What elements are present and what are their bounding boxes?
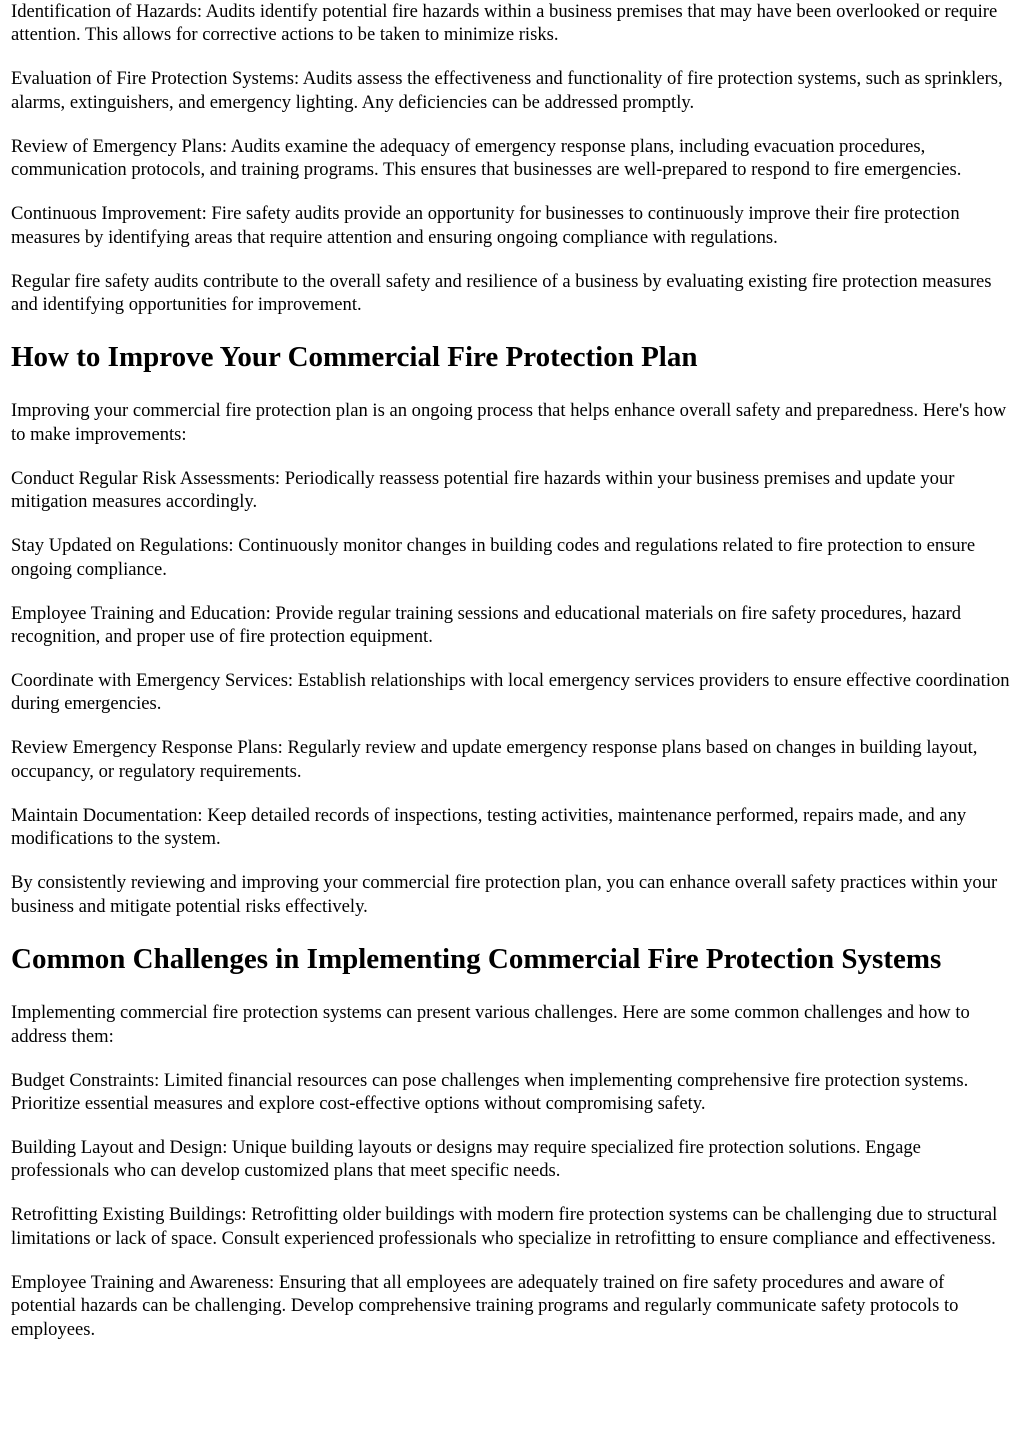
heading-common-challenges: Common Challenges in Implementing Commercial Fire Protection Systems <box>11 943 942 976</box>
improve-plan-section <box>11 340 1013 918</box>
paragraph-improve-intro: Improving your commercial fire protection plan is an ongoing process that helps enhance overall safety and preparedness. Here's how to make improvements: <box>11 400 1007 445</box>
paragraph-coordinate-emergency-services: Coordinate with Emergency Services: Establish relationships with local emergency services providers to ensure effective coordination during emergencies. <box>11 670 1010 715</box>
paragraph-regular-audits-summary: Regular fire safety audits contribute to the overall safety and resilience of a business by evaluating existing fire protection measures and identifying opportunities for improvement. <box>11 270 992 316</box>
heading-improve-plan: How to Improve Your Commercial Fire Protection Plan <box>11 341 698 374</box>
paragraph-improve-summary: By consistently reviewing and improving your commercial fire protection plan, you can enhance overall safety practices within your business and mitigate potential risks effectively. <box>11 872 998 917</box>
paragraph-review-response-plans: Review Emergency Response Plans: Regularly review and update emergency response plans based on changes in building layout, occupancy, or regulatory requirements. <box>11 737 978 782</box>
paragraph-risk-assessments: Conduct Regular Risk Assessments: Periodically reassess potential fire hazards within your business premises and update your mitigation measures accordingly. <box>11 467 955 513</box>
paragraph-building-layout-design: Building Layout and Design: Unique building layouts or designs may require specialized fire protection solutions. Engage professionals who can develop customized plans that meet specific needs. <box>11 1136 921 1182</box>
paragraph-identification-of-hazards: Identification of Hazards: Audits identify potential fire hazards within a business premises that may have been overlooked or require attention. This allows for corrective actions to be taken to minimize risks. <box>11 1 998 46</box>
paragraph-employee-training-education: Employee Training and Education: Provide regular training sessions and educational materials on fire safety procedures, hazard recognition, and proper use of fire protection equipment. <box>11 602 962 648</box>
paragraph-stay-updated-regulations: Stay Updated on Regulations: Continuously monitor changes in building codes and regulations related to fire protection to ensure ongoing compliance. <box>11 535 976 580</box>
paragraph-retrofitting-buildings: Retrofitting Existing Buildings: Retrofitting older buildings with modern fire protection systems can be challenging due to structural limitations or lack of space. Consult experienced professionals who specialize in retrofitting to ensure compliance and effectiveness. <box>11 1204 998 1249</box>
paragraph-maintain-documentation: Maintain Documentation: Keep detailed records of inspections, testing activities, maintenance performed, repairs made, and any modifications to the system. <box>11 804 967 850</box>
paragraph-review-of-emergency-plans: Review of Emergency Plans: Audits examine the adequacy of emergency response plans, including evacuation procedures, communication protocols, and training programs. This ensures that businesses are well-prepared to respond to fire emergencies. <box>11 135 962 181</box>
paragraph-evaluation-of-fire-protection-systems: Evaluation of Fire Protection Systems: Audits assess the effectiveness and functionality of fire protection systems, such as sprinklers, alarms, extinguishers, and emergency lighting. Any deficiencies can be addressed promptly. <box>11 68 1003 113</box>
common-challenges-section <box>11 942 1013 1341</box>
paragraph-challenges-intro: Implementing commercial fire protection systems can present various challenges. Here are some common challenges and how to address them: <box>11 1002 970 1047</box>
audit-benefits-section <box>11 0 1013 316</box>
paragraph-continuous-improvement: Continuous Improvement: Fire safety audits provide an opportunity for businesses to continuously improve their fire protection measures by identifying areas that require attention and ensuring ongoing compliance with regulations. <box>11 203 960 248</box>
paragraph-budget-constraints: Budget Constraints: Limited financial resources can pose challenges when implementing comprehensive fire protection systems. Prioritize essential measures and explore cost-effective options without compromising safety. <box>11 1069 969 1114</box>
paragraph-employee-training-awareness: Employee Training and Awareness: Ensuring that all employees are adequately trained on fire safety procedures and aware of potential hazards can be challenging. Develop comprehensive training programs and regularly communicate safety protocols to employees. <box>11 1271 959 1340</box>
